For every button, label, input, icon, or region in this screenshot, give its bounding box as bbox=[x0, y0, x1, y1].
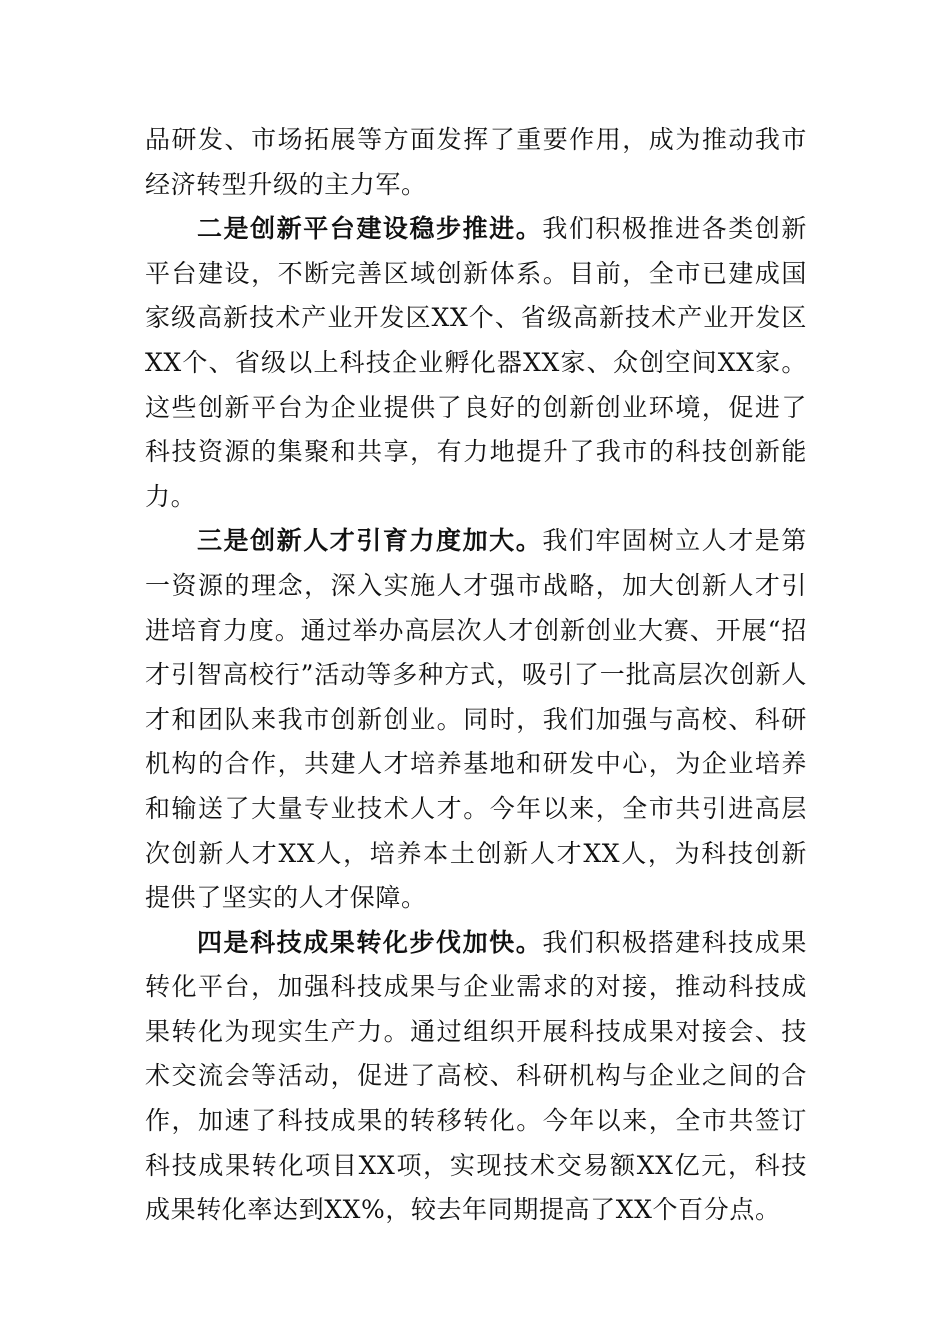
document-page bbox=[145, 118, 807, 1233]
paragraph-talent-cultivation bbox=[145, 519, 807, 920]
paragraph-lead-heading: 三是创新人才引育力度加大。 bbox=[197, 526, 543, 556]
paragraph-body: 品研发、市场拓展等方面发挥了重要作用，成为推动我市经济转型升级的主力军。 bbox=[145, 125, 807, 199]
paragraph-lead-heading: 二是创新平台建设稳步推进。 bbox=[197, 214, 543, 244]
paragraph-tech-transfer bbox=[145, 921, 807, 1233]
paragraph-continued bbox=[145, 118, 807, 207]
paragraph-body: 我们牢固树立人才是第一资源的理念，深入实施人才强市战略，加大创新人才引进培育力度。通过举办高层次人才创新创业大赛、开展“招才引智高校行”活动等多种方式，吸引了一批高层次创新人才和团队来我市创新创业。同时，我们加强与高校、科研机构的合作，共建人才培养基地和研发中心，为企业培养和输送了大量专业技术人才。今年以来，全市共引进高层次创新人才XX人，培养本土创新人才XX人，为科技创新提供了坚实的人才保障。 bbox=[145, 526, 807, 913]
paragraph-body: 我们积极搭建科技成果转化平台，加强科技成果与企业需求的对接，推动科技成果转化为现实生产力。通过组织开展科技成果对接会、技术交流会等活动，促进了高校、科研机构与企业之间的合作，加速了科技成果的转移转化。今年以来，全市共签订科技成果转化项目XX项，实现技术交易额XX亿元，科技成果转化率达到XX%，较去年同期提高了XX个百分点。 bbox=[145, 927, 807, 1225]
paragraph-body: 我们积极推进各类创新平台建设，不断完善区域创新体系。目前，全市已建成国家级高新技术产业开发区XX个、省级高新技术产业开发区XX个、省级以上科技企业孵化器XX家、众创空间XX家。这些创新平台为企业提供了良好的创新创业环境，促进了科技资源的集聚和共享，有力地提升了我市的科技创新能力。 bbox=[145, 214, 807, 511]
paragraph-innovation-platforms bbox=[145, 207, 807, 519]
paragraph-lead-heading: 四是科技成果转化步伐加快。 bbox=[197, 927, 543, 957]
